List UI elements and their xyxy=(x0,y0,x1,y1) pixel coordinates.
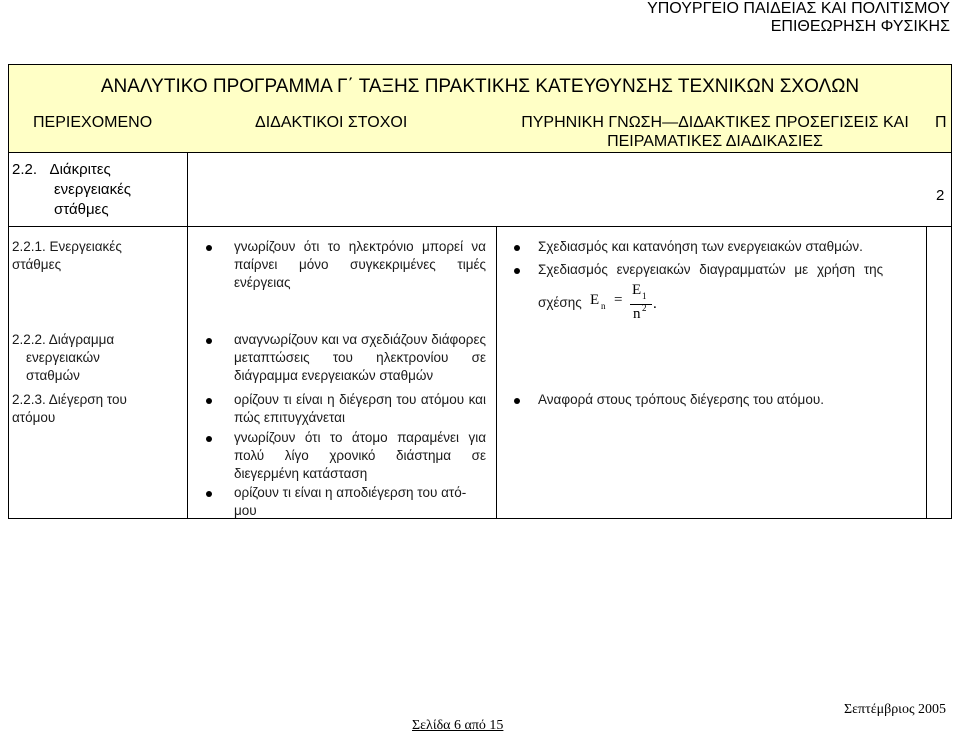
objective-text: ορίζουν τι είναι η διέγερση του ατόμου και πώς επιτυγχάνεται xyxy=(234,392,486,425)
core-knowledge-text: Σχεδιασμός ενεργειακών διαγραμματών με χρήση της xyxy=(538,262,884,277)
table-title: ΑΝΑΛΥΤΙΚΟ ΠΡΟΓΡΑΜΜΑ Γ΄ ΤΑΞΗΣ ΠΡΑΚΤΙΚΗΣ ΚΑΤΕΥΘΥΝΣΗΣ ΤΕΧΝΙΚΩΝ ΣΧΟΛΩΝ xyxy=(100,76,860,97)
ministry-name: ΥΠΟΥΡΓΕΙΟ ΠΑΙΔΕΙΑΣ ΚΑΙ ΠΟΛΙΤΙΣΜΟΥ xyxy=(647,0,950,17)
objective-text: γνωρίζουν ότι το άτομο παραμένει για πολύ λίγο χρονικό διάστημα σε διεγερμένη κατάσταση xyxy=(234,430,486,481)
column-divider xyxy=(926,226,927,519)
bullet-icon xyxy=(206,436,212,442)
section-title: 2.2. Διάκριτες ενεργειακές στάθμες xyxy=(12,161,132,218)
column-divider xyxy=(187,152,188,519)
bullet-icon xyxy=(514,245,520,251)
column-divider xyxy=(496,226,497,519)
footer-date: Σεπτέμβριος 2005 xyxy=(843,702,946,717)
column-header-core-knowledge: ΠΥΡΗΝΙΚΗ ΓΝΩΣΗ—ΔΙΔΑΚΤΙΚΕΣ ΠΡΟΣΕΓΙΣΕΙΣ ΚΑΙ ΠΕΙΡΑΜΑΤΙΚΕΣ ΔΙΑΔΙΚΑΣΙΕΣ xyxy=(521,114,909,150)
page-number: Σελίδα 6 από 15 xyxy=(412,718,504,733)
core-knowledge-text: σχέσης xyxy=(538,295,582,310)
section-periods: 2 xyxy=(936,187,945,204)
energy-level-formula: E n = E 1 n 2 . xyxy=(590,282,657,322)
core-knowledge-text: Αναφορά στους τρόπους διέγερσης του ατόμου. xyxy=(538,392,824,407)
section-divider xyxy=(8,226,952,227)
bullet-icon xyxy=(206,398,212,404)
objective-text: αναγνωρίζουν και να σχεδιάζουν διάφορες μεταπτώσεις του ηλεκτρονίου σε διάγραμμα ενεργειακών σταθμών xyxy=(234,332,486,383)
column-header-periods: Π xyxy=(935,114,947,131)
objective-text: γνωρίζουν ότι το ηλεκτρόνιο μπορεί να παίρνει μόνο συγκεκριμένες τιμές ενέργειας xyxy=(234,239,486,290)
objective-text: ορίζουν τι είναι η αποδιέγερση του ατό- μου xyxy=(234,485,467,518)
column-header-objectives: ΔΙΔΑΚΤΙΚΟΙ ΣΤΟΧΟΙ xyxy=(255,114,408,131)
column-header-content: ΠΕΡΙΕΧΟΜΕΝΟ xyxy=(33,114,153,131)
bullet-icon xyxy=(206,491,212,497)
document-header xyxy=(647,0,950,36)
department-name: ΕΠΙΘΕΩΡΗΣΗ ΦΥΣΙΚΗΣ xyxy=(770,18,950,35)
row-content: 2.2.3. Διέγερση του ατόμου xyxy=(12,392,127,425)
bullet-icon xyxy=(206,338,212,344)
bullet-icon xyxy=(514,268,520,274)
row-content: 2.2.2. Διάγραμμα ενεργειακών σταθμών xyxy=(12,332,115,383)
row-content: 2.2.1. Ενεργειακές στάθμες xyxy=(12,239,122,272)
core-knowledge-text: Σχεδιασμός και κατανόηση των ενεργειακών σταθμών. xyxy=(538,239,863,254)
bullet-icon xyxy=(514,398,520,404)
bullet-icon xyxy=(206,245,212,251)
table-title-band xyxy=(8,64,952,153)
fraction-bar xyxy=(630,304,652,305)
